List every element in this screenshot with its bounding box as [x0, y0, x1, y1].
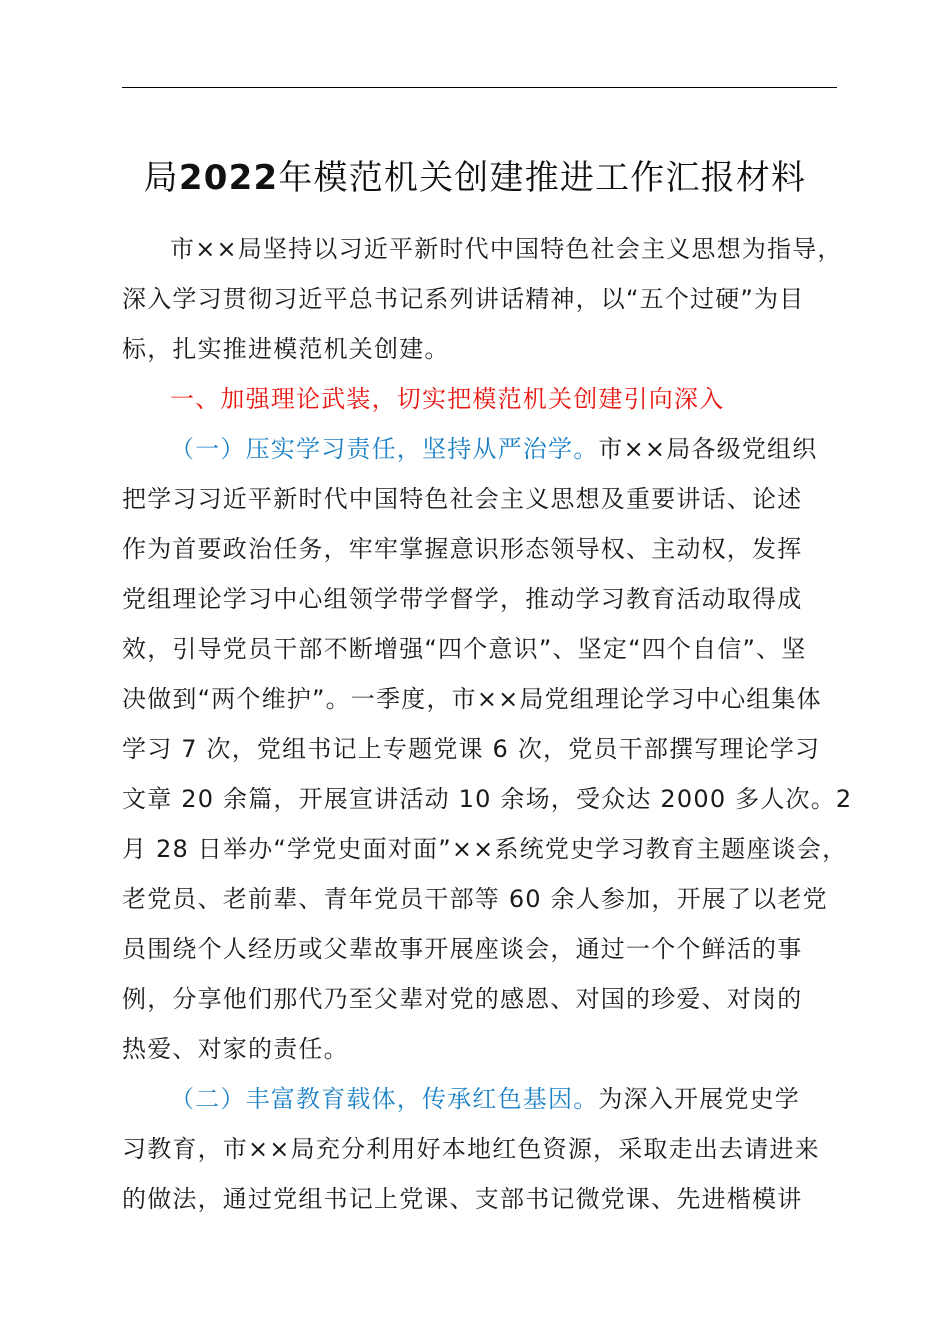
title-year: 2022 [178, 158, 279, 198]
intro-line: 市××局坚持以习近平新时代中国特色社会主义思想为指导， [170, 235, 843, 263]
subsection-first-line [122, 424, 838, 474]
subsection-first-line [122, 1074, 838, 1124]
paragraph-line: 员围绕个人经历或父辈故事开展座谈会，通过一个个鲜活的事 [122, 935, 803, 963]
paragraph-line: 党组理论学习中心组领学带学督学，推动学习教育活动取得成 [122, 585, 803, 613]
paragraph-line: 作为首要政治任务，牢牢掌握意识形态领导权、主动权，发挥 [122, 535, 803, 563]
paragraph-line: 月 28 日举办“学党史面对面”××系统党史学习教育主题座谈会， [122, 835, 848, 863]
intro-line: 深入学习贯彻习近平总书记系列讲话精神，以“五个过硬”为目 [122, 285, 805, 313]
paragraph-line: 习教育，市××局充分利用好本地红色资源，采取走出去请进来 [122, 1135, 820, 1163]
document-body [122, 224, 853, 1224]
title-prefix: 局 [143, 158, 179, 198]
paragraph-line: 的做法，通过党组书记上党课、支部书记微党课、先进楷模讲 [122, 1185, 803, 1213]
document-title [0, 150, 950, 199]
paragraph-line: 把学习习近平新时代中国特色社会主义思想及重要讲话、论述 [122, 485, 803, 513]
paragraph-line: 效，引导党员干部不断增强“四个意识”、坚定“四个自信”、坚 [122, 635, 807, 663]
subsection-heading: （二）丰富教育载体，传承红色基因。 [170, 1085, 599, 1113]
title-suffix: 年模范机关创建推进工作汇报材料 [278, 158, 807, 198]
section-heading: 一、加强理论武装，切实把模范机关创建引向深入 [170, 385, 725, 413]
intro-line: 标，扎实推进模范机关创建。 [122, 335, 450, 363]
paragraph-line: 例，分享他们那代乃至父辈对党的感恩、对国的珍爱、对岗的 [122, 985, 803, 1013]
subsection-first-text: 为深入开展党史学 [598, 1085, 801, 1113]
paragraph-line: 决做到“两个维护”。一季度，市××局党组理论学习中心组集体 [122, 685, 822, 713]
paragraph-line: 老党员、老前辈、青年党员干部等 60 余人参加，开展了以老党 [122, 885, 828, 913]
paragraph-line: 热爱、对家的责任。 [122, 1035, 349, 1063]
subsection-heading: （一）压实学习责任，坚持从严治学。 [170, 435, 599, 463]
subsection-first-text: 市××局各级党组织 [598, 435, 818, 463]
paragraph-line: 学习 7 次，党组书记上专题党课 6 次，党员干部撰写理论学习 [122, 735, 821, 763]
paragraph-line: 文章 20 余篇，开展宣讲活动 10 余场，受众达 2000 多人次。2 [122, 785, 853, 813]
header-rule [122, 87, 837, 88]
